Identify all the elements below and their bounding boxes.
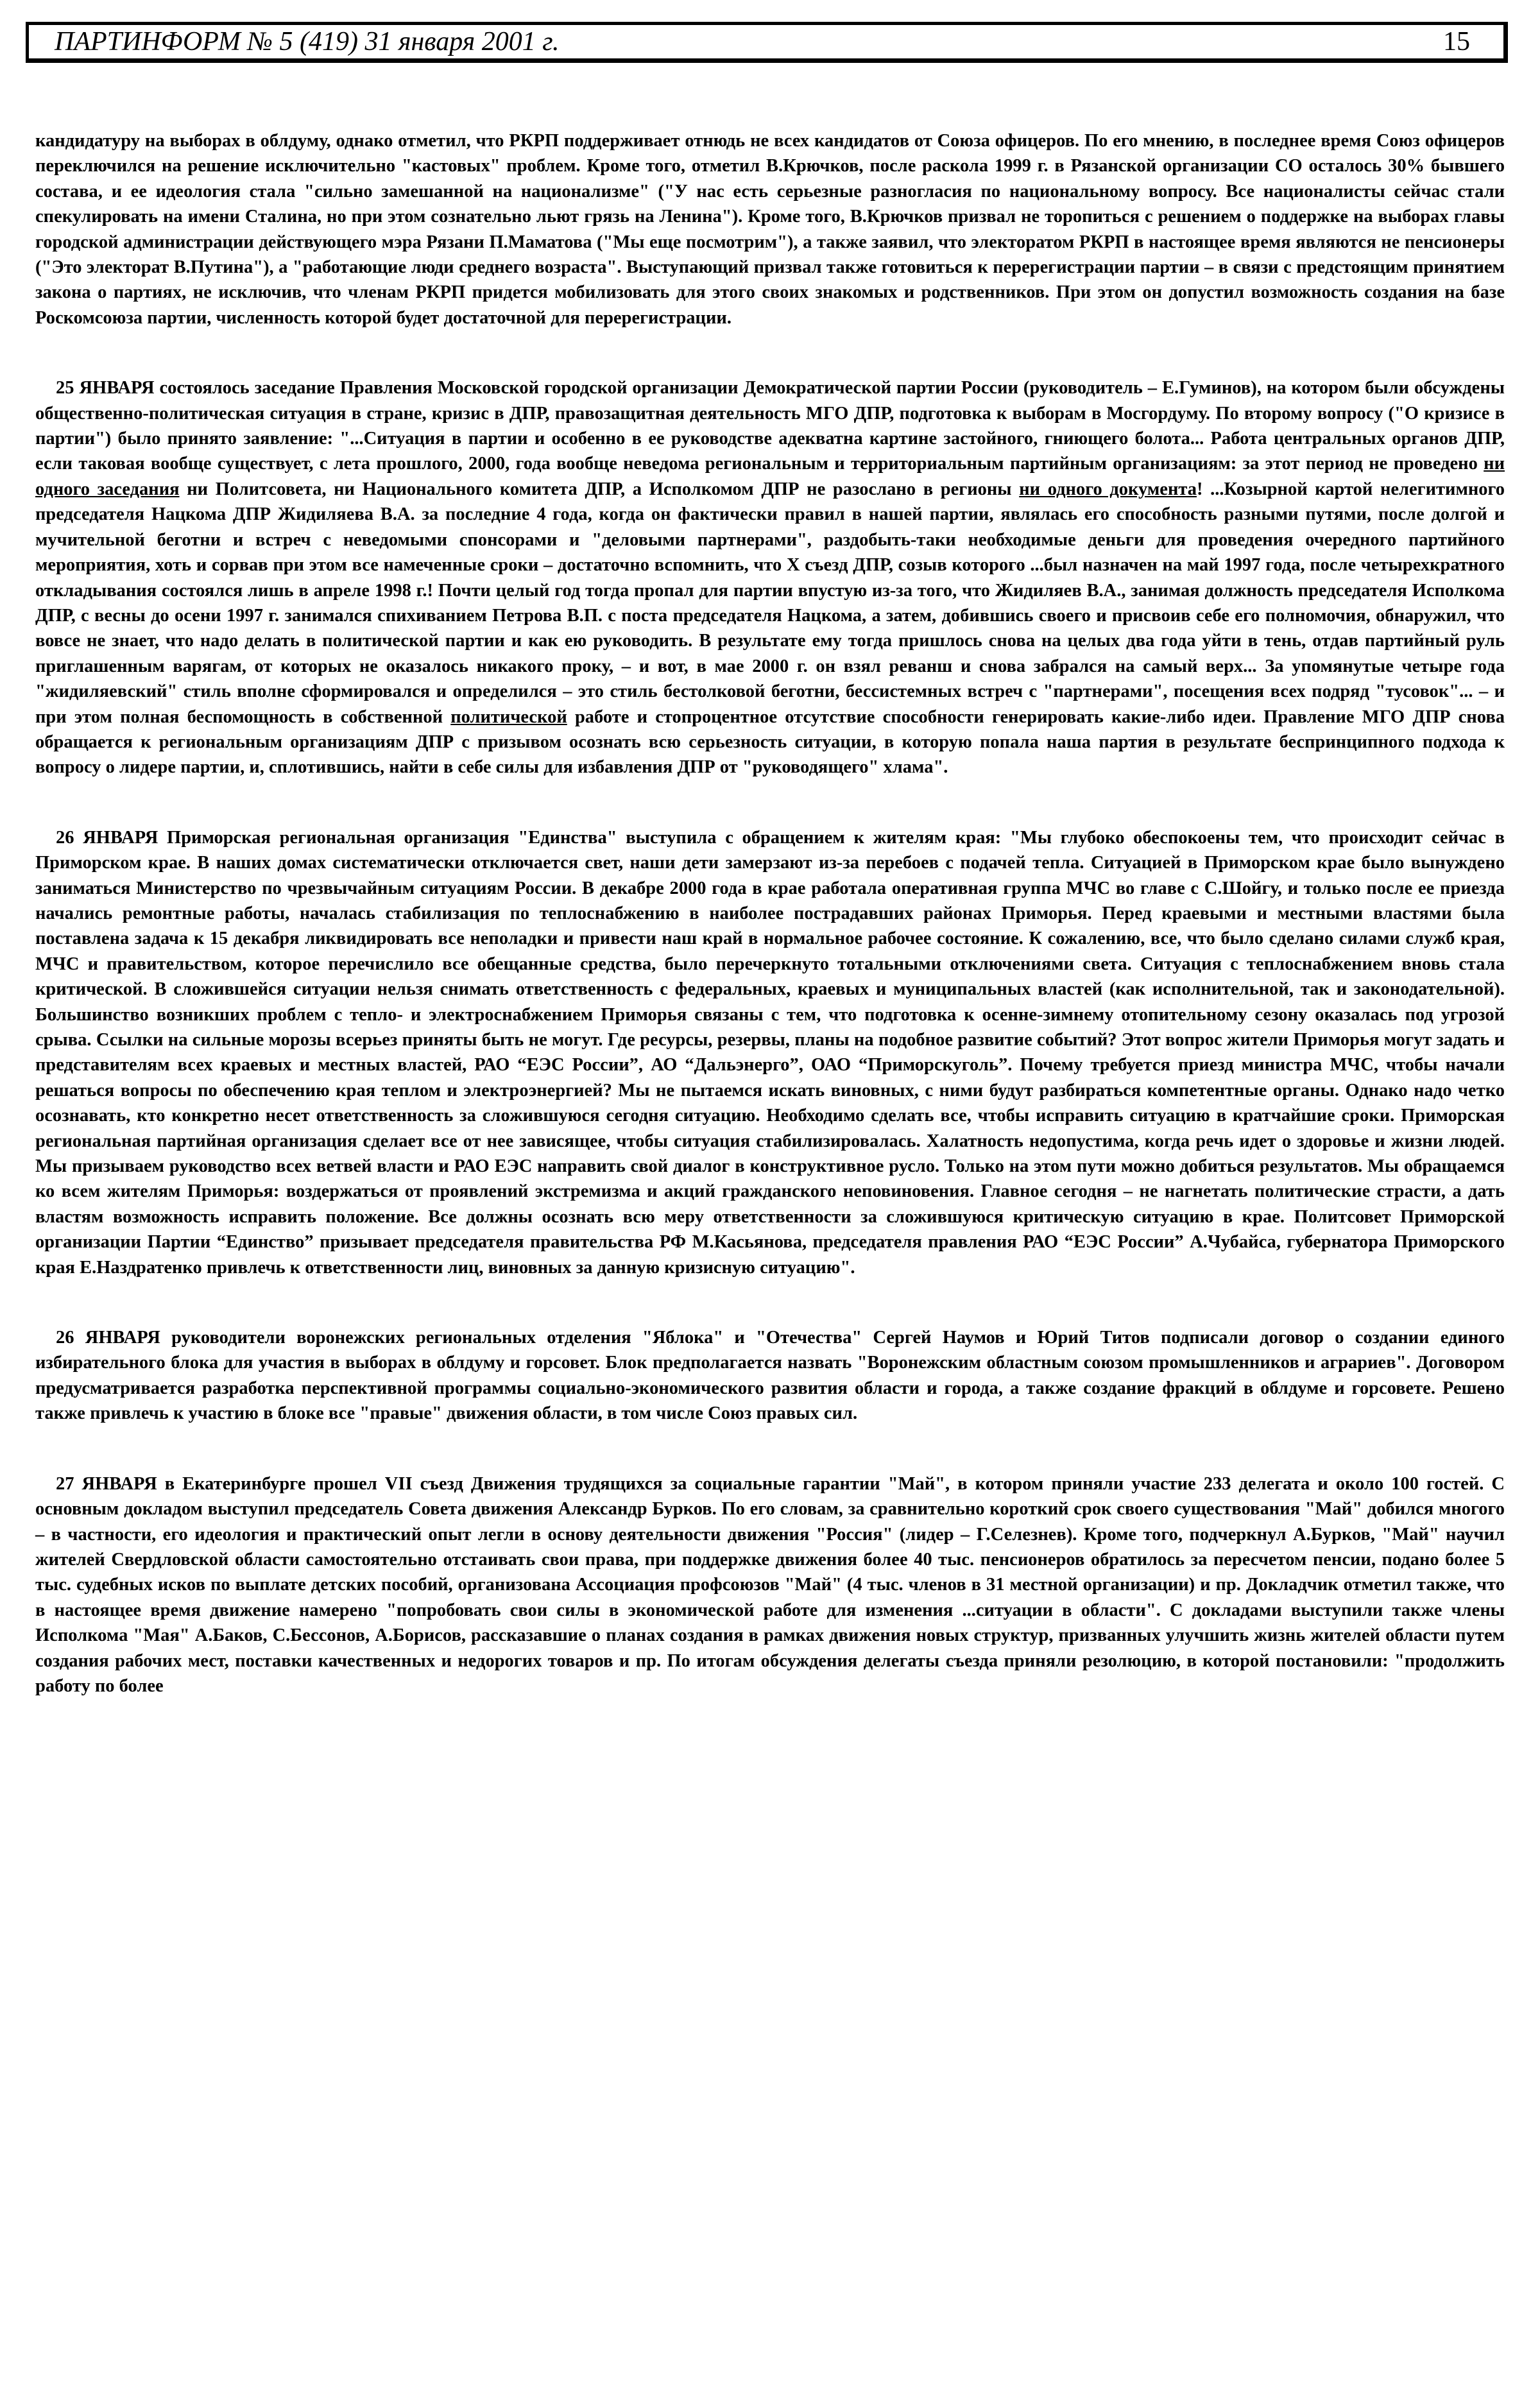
paragraph-dpr-part4: работе и стопроцентное отсутствие способности генерировать какие-либо идеи. Правление МГО ДПР снова обращается к региональным организациям ДПР с призывом осознать всю серьезность ситуации, в которую попала наша партия в результате беспринципного подхода к вопросу о лидере партии, и, сплотившись, найти в себе силы для избавления ДПР от "руководящего" хлама". <box>35 707 1505 778</box>
paragraph-primorye-unity: 26 ЯНВАРЯ Приморская региональная организация "Единства" выступила с обращением к жителям края: "Мы глубоко обеспокоены тем, что происходит сейчас в Приморском крае. В наших домах систематически отключается свет, наши дети замерзают из-за перебоев с подачей тепла. Ситуацией в Приморском крае было вынуждено заниматься Министерство по чрезвычайным ситуациям России. В декабре 2000 года в крае работала оперативная группа МЧС во главе с С.Шойгу, и только после ее приезда начались ремонтные работы, началась стабилизация по теплоснабжению в наиболее пострадавших районах Приморья. Перед краевыми и местными властями была поставлена задача к 15 декабря ликвидировать все неполадки и привести наш край в нормальное рабочее состояние. К сожалению, все, что было сделано силами служб края, МЧС и правительством, которое перечислило все обещанные средства, было перечеркнуто тотальными отключениями света. Ситуация с теплоснабжением вновь стала критической. В сложившейся ситуации нельзя снимать ответственность с федеральных, краевых и муниципальных властей (как исполнительной, так и законодательной). Большинство возникших проблем с тепло- и электроснабжением Приморья связаны с тем, что подготовка к осенне-зимнему отопительному сезону оказалась под угрозой срыва. Ссылки на сильные морозы всерьез приняты быть не могут. Где ресурсы, резервы, планы на подобное развитие событий? Этот вопрос жители Приморья могут задать и представителям всех краевых и местных властей, РАО “ЕЭС России”, АО “Дальэнерго”, ОАО “Приморскуголь”. Почему требуется приезд министра МЧС, чтобы начали решаться вопросы по обеспечению края теплом и электроэнергией? Мы не пытаемся искать виновных, с ними будут разбираться компетентные органы. Однако надо четко осознавать, кто конкретно несет ответственность за сложившуюся сегодня ситуацию. Необходимо сделать все, чтобы исправить ситуацию в кратчайшие сроки. Приморская региональная партийная организация сделает все от нее зависящее, чтобы ситуация стабилизировалась. Халатность недопустима, когда речь идет о здоровье и жизни людей. Мы призываем руководство всех ветвей власти и РАО ЕЭС направить свой диалог в конструктивное русло. Только на этом пути можно добиться результатов. Мы обращаемся ко всем жителям Приморья: воздержаться от проявлений экстремизма и акций гражданского неповиновения. Главное сегодня – не нагнетать политические страсти, а дать властям возможность исправить положение. Все должны осознать всю меру ответственности за сложившуюся критическую ситуацию в крае. Политсовет Приморской организации Партии “Единство” призывает председателя правительства РФ М.Касьянова, председателя правления РАО “ЕЭС России” А.Чубайса, губернатора Приморского края Е.Наздратенко привлечь к ответственности лиц, виновных за данную кризисную ситуацию". <box>35 827 1505 1278</box>
publication-title: ПАРТИНФОРМ № 5 (419) 31 января 2001 г. <box>55 27 560 56</box>
paragraph-dpr-part2: ни Политсовета, ни Национального комитета ДПР, а Исполкомом ДПР не разослано в регионы <box>179 479 1020 499</box>
page-number: 15 <box>1443 27 1470 56</box>
article-body <box>35 128 1505 1744</box>
underlined-no-documents: ни одного документа <box>1019 479 1197 499</box>
paragraph-dpr-moscow <box>35 375 1505 780</box>
paragraph-may-congress: 27 ЯНВАРЯ в Екатеринбурге прошел VII съезд Движения трудящихся за социальные гарантии "Май", в котором приняли участие 233 делегата и около 100 гостей. С основным докладом выступил председатель Совета движения Александр Бурков. По его словам, за сравнительно короткий срок своего существования "Май" добился многого – в частности, его идеология и практический опыт легли в основу деятельности движения "Россия" (лидер – Г.Селезнев). Кроме того, подчеркнул А.Бурков, "Май" научил жителей Свердловской области самостоятельно отстаивать свои права, при поддержке движения более 40 тыс. пенсионеров обратилось за пересчетом пенсии, подано более 5 тыс. судебных исков по выплате детских пособий, организована Ассоциация профсоюзов "Май" (4 тыс. членов в 31 местной организации) и пр. Докладчик отметил также, что в настоящее время движение намерено "попробовать свои силы в экономической работе для изменения ...ситуации в области". С докладами выступили также члены Исполкома "Мая" А.Баков, С.Бессонов, А.Борисов, рассказавшие о планах создания в рамках движения новых структур, призванных улучшить жизнь жителей области путем создания рабочих мест, поставки качественных и недорогих товаров и пр. По итогам обсуждения делегаты съезда приняли резолюцию, в которой постановили: "продолжить работу по более <box>35 1473 1505 1696</box>
paragraph-dpr-part1: 25 ЯНВАРЯ состоялось заседание Правления Московской городской организации Демократической партии России (руководитель – Е.Гуминов), на котором были обсуждены общественно-политическая ситуация в стране, кризис в ДПР, правозащитная деятельность МГО ДПР, подготовка к выборам в Мосгордуму. По второму вопросу ("О кризисе в партии") было принято заявление: "...Ситуация в партии и особенно в ее руководстве адекватна картине застойного, гниющего болота... Работа центральных органов ДПР, если таковая вообще существует, с лета прошлого, 2000, года вообще неведома региональным и территориальным партийным организациям: за этот период не проведено <box>35 378 1505 474</box>
underlined-no-meetings: ни одного заседания <box>35 454 1505 499</box>
paragraph-dpr-part3: ! ...Козырной картой нелегитимного председателя Нацкома ДПР Жидиляева В.А. за последние 4 года, когда он фактически правил в нашей партии, являлась его способность разными путями, после долгой и мучительной беготни и встреч с неведомыми спонсорами и "деловыми партнерами", раздобыть-таки необходимые деньги для проведения очередного партийного мероприятия, хоть и сорвав при этом все намеченные сроки – достаточно вспомнить, что X съезд ДПР, созыв которого ...был назначен на май 1997 года, после четырехкратного откладывания состоялся лишь в апреле 1998 г.! Почти целый год тогда пропал для партии впустую из-за того, что Жидиляев В.А., занимая должность председателя Исполкома ДПР, с весны до осени 1997 г. занимался спихиванием Петрова В.П. с поста председателя Нацкома, а затем, добившись своего и присвоив себе его полномочия, обнаружил, что вовсе не знает, что надо делать в политической партии и как ею руководить. В результате ему тогда пришлось снова на целых два года уйти в тень, отдав партийный руль приглашенным варягам, от которых не оказалось никакого проку, – и вот, в мае 2000 г. он взял реванш и снова забрался на самый верх... За упомянутые четыре года "жидиляевский" стиль вполне сформировался и определился – это стиль бестолковой беготни, бессистемных встреч с "партнерами", посещения всех подряд "тусовок"... – и при этом полная беспомощность в собственной <box>35 479 1505 727</box>
underlined-political: политической <box>450 707 567 727</box>
paragraph-voronezh-bloc: 26 ЯНВАРЯ руководители воронежских региональных отделения "Яблока" и "Отечества" Сергей Наумов и Юрий Титов подписали договор о создании единого избирательного блока для участия в выборах в облдуму и горсовет. Блок предполагается назвать "Воронежским областным союзом промышленников и аграриев". Договором предусматривается разработка перспективной программы социально-экономического развития области и города, а также создание фракций в облдуме и горсовете. Решено также привлечь к участию в блоке все "правые" движения области, в том числе Союз правых сил. <box>35 1328 1505 1424</box>
page-header <box>26 22 1508 63</box>
paragraph-continuation-ryazan: кандидатуру на выборах в облдуму, однако отметил, что РКРП поддерживает отнюдь не всех кандидатов от Союза офицеров. По его мнению, в последнее время Союз офицеров переключился на решение исключительно "кастовых" проблем. Кроме того, отметил В.Крючков, после раскола 1999 г. в Рязанской организации СО осталось 30% бывшего состава, и ее идеология стала "сильно замешанной на национализме" ("У нас есть серьезные разногласия по национальному вопросу. Все националисты сейчас стали спекулировать на имени Сталина, но при этом сознательно льют грязь на Ленина"). Кроме того, В.Крючков призвал не торопиться с решением о поддержке на выборах главы городской администрации действующего мэра Рязани П.Маматова ("Мы еще посмотрим"), а также заявил, что электоратом РКРП в настоящее время являются не пенсионеры ("Это электорат В.Путина"), а "работающие люди среднего возраста". Выступающий призвал также готовиться к перерегистрации партии – в связи с предстоящим принятием закона о партиях, не исключив, что членам РКРП придется мобилизовать для этого своих знакомых и родственников. При этом он допустил возможность создания на базе Роскомсоюза партии, численность которой будет достаточной для перерегистрации. <box>35 131 1505 328</box>
